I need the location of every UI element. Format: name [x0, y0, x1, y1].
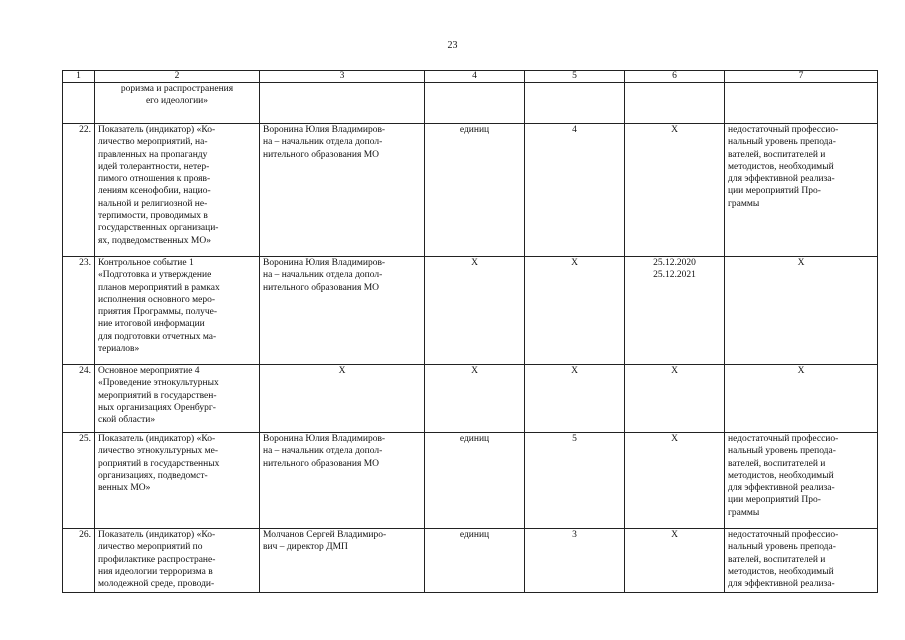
- column-header: 6: [625, 71, 725, 83]
- cell-num: 22.: [63, 124, 95, 257]
- cell-date: 25.12.2020 25.12.2021: [625, 257, 725, 365]
- cell-num: 24.: [63, 365, 95, 433]
- cell-responsible: Воронина Юлия Владимиров- на – начальник отдела допол- нительного образования МО: [260, 433, 425, 529]
- column-header: 2: [95, 71, 260, 83]
- cell-unit: единиц: [425, 124, 525, 257]
- cell-date: Х: [625, 365, 725, 433]
- cell-date: Х: [625, 124, 725, 257]
- cell-risk: Х: [725, 257, 878, 365]
- program-table: [62, 70, 878, 593]
- cell-unit: единиц: [425, 529, 525, 593]
- table-row: [63, 365, 878, 433]
- cell-value: 3: [525, 529, 625, 593]
- cell-risk: недостаточный профессио- нальный уровень препода- вателей, воспитателей и методистов, необходимый для эффективной реализа- ции мероприятий Про- граммы: [725, 124, 878, 257]
- header-row: [63, 71, 878, 83]
- cell-num: 26.: [63, 529, 95, 593]
- cell-unit: [425, 83, 525, 124]
- cell-risk: недостаточный профессио- нальный уровень препода- вателей, воспитателей и методистов, необходимый для эффективной реализа-: [725, 529, 878, 593]
- cell-date: [625, 83, 725, 124]
- cell-name: Показатель (индикатор) «Ко- личество мероприятий по профилактике распростране- ния идеологии терроризма в молодежной среде, проводи-: [95, 529, 260, 593]
- cell-date: Х: [625, 433, 725, 529]
- cell-unit: единиц: [425, 433, 525, 529]
- cell-responsible: Воронина Юлия Владимиров- на – начальник отдела допол- нительного образования МО: [260, 257, 425, 365]
- cell-value: [525, 83, 625, 124]
- cell-responsible: Воронина Юлия Владимиров- на – начальник отдела допол- нительного образования МО: [260, 124, 425, 257]
- cell-responsible: [260, 83, 425, 124]
- cell-risk: Х: [725, 365, 878, 433]
- column-header: 1: [63, 71, 95, 83]
- cell-unit: Х: [425, 365, 525, 433]
- cell-date: Х: [625, 529, 725, 593]
- cell-name: Показатель (индикатор) «Ко- личество мероприятий, на- правленных на пропаганду идей толерантности, нетер- пимого отношения к прояв- лениям ксенофобии, нацио- нальной и религиозной не- терпимости, проводимых в государственных организаци- ях, подведомственных МО»: [95, 124, 260, 257]
- table-row: [63, 257, 878, 365]
- cell-name: Основное мероприятие 4 «Проведение этнокультурных мероприятий в государствен- ных организациях Оренбург- ской области»: [95, 365, 260, 433]
- cell-num: 23.: [63, 257, 95, 365]
- cell-name: роризма и распространения его идеологии»: [95, 83, 260, 124]
- cell-value: Х: [525, 365, 625, 433]
- cell-value: Х: [525, 257, 625, 365]
- table-row: [63, 124, 878, 257]
- cell-value: 4: [525, 124, 625, 257]
- table-row: [63, 529, 878, 593]
- column-header: 3: [260, 71, 425, 83]
- cell-risk: недостаточный профессио- нальный уровень препода- вателей, воспитателей и методистов, необходимый для эффективной реализа- ции мероприятий Про- граммы: [725, 433, 878, 529]
- cell-name: Показатель (индикатор) «Ко- личество этнокультурных ме- роприятий в государственных организациях, подведомст- венных МО»: [95, 433, 260, 529]
- cell-risk: [725, 83, 878, 124]
- cell-num: [63, 83, 95, 124]
- cell-num: 25.: [63, 433, 95, 529]
- column-header: 4: [425, 71, 525, 83]
- cell-unit: Х: [425, 257, 525, 365]
- column-header: 5: [525, 71, 625, 83]
- cell-responsible: Х: [260, 365, 425, 433]
- column-header: 7: [725, 71, 878, 83]
- table-row-continuation: [63, 83, 878, 124]
- page-number: 23: [447, 40, 458, 51]
- cell-name: Контрольное событие 1 «Подготовка и утверждение планов мероприятий в рамках исполнения основного меро- приятия Программы, получе- ние итоговой информации для подготовки отчетных ма- териалов»: [95, 257, 260, 365]
- table-row: [63, 433, 878, 529]
- cell-value: 5: [525, 433, 625, 529]
- cell-responsible: Молчанов Сергей Владимиро- вич – директор ДМП: [260, 529, 425, 593]
